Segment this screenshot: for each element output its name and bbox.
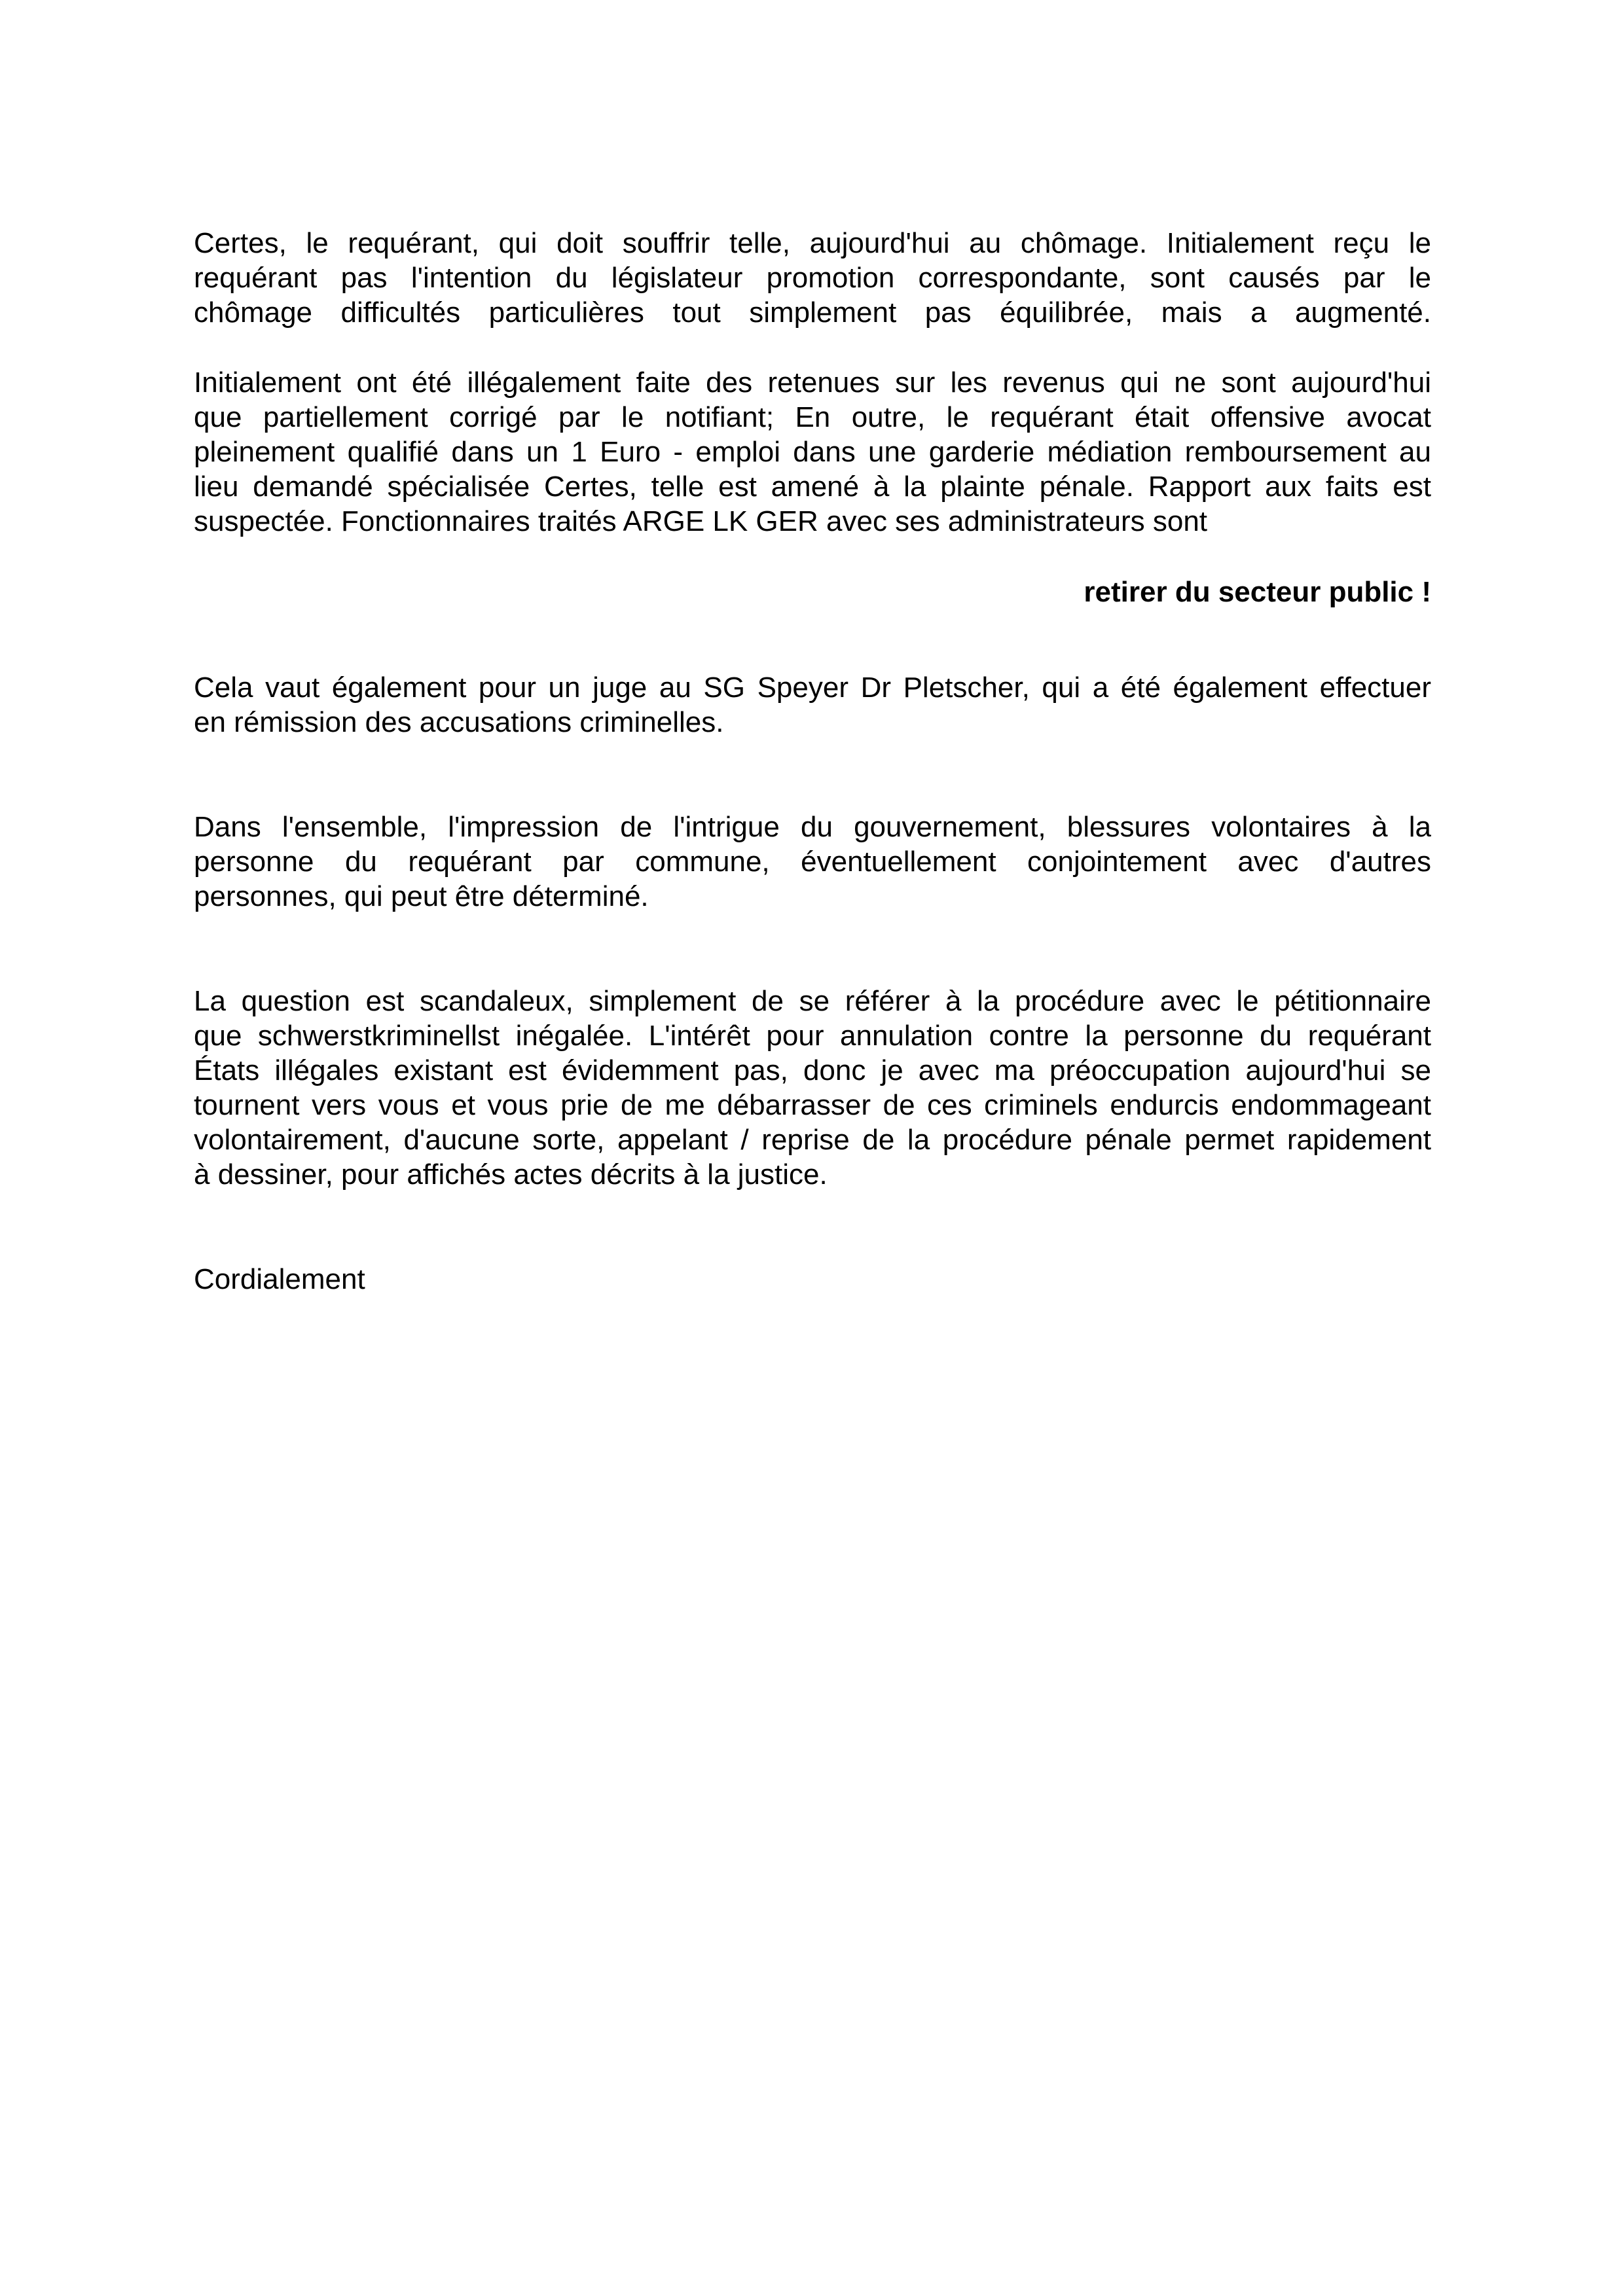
paragraph-5: [194, 984, 1431, 1192]
paragraph-line: que partiellement corrigé par le notifiant; En outre, le requérant était offensive avocat: [194, 401, 1431, 433]
closing-salutation: Cordialement: [194, 1263, 365, 1295]
paragraph-line: que schwerstkriminellst inégalée. L'intérêt pour annulation contre la personne du requérant: [194, 1020, 1431, 1052]
emphasis-line: retirer du secteur public !: [1084, 576, 1431, 608]
paragraph-line: personne du requérant par commune, éventuellement conjointement avec d'autres: [194, 846, 1431, 878]
paragraph-line: volontairement, d'aucune sorte, appelant / reprise de la procédure pénale permet rapidement: [194, 1124, 1431, 1156]
paragraph-line: suspectée. Fonctionnaires traités ARGE LK GER avec ses administrateurs sont: [194, 505, 1208, 537]
paragraph-line: La question est scandaleux, simplement de se référer à la procédure avec le pétitionnaire: [194, 985, 1431, 1017]
paragraph-line: Certes, le requérant, qui doit souffrir telle, aujourd'hui au chômage. Initialement reçu le: [194, 227, 1431, 259]
paragraph-line: à dessiner, pour affichés actes décrits à la justice.: [194, 1158, 828, 1191]
paragraph-line: requérant pas l'intention du législateur promotion correspondante, sont causés par le: [194, 262, 1431, 294]
paragraph-4: [194, 810, 1431, 914]
paragraph-line: personnes, qui peut être déterminé.: [194, 880, 649, 912]
paragraph-line: Dans l'ensemble, l'impression de l'intrigue du gouvernement, blessures volontaires à la: [194, 811, 1431, 843]
paragraph-line: tournent vers vous et vous prie de me débarrasser de ces criminels endurcis endommageant: [194, 1089, 1431, 1121]
paragraph-line: en rémission des accusations criminelles.: [194, 706, 724, 738]
paragraph-1: [194, 226, 1431, 330]
paragraph-line: États illégales existant est évidemment pas, donc je avec ma préoccupation aujourd'hui se: [194, 1054, 1431, 1086]
paragraph-line: chômage difficultés particulières tout simplement pas équilibrée, mais a augmenté.: [194, 296, 1431, 329]
paragraph-line: lieu demandé spécialisée Certes, telle est amené à la plainte pénale. Rapport aux faits est: [194, 471, 1431, 503]
paragraph-line: Cela vaut également pour un juge au SG Speyer Dr Pletscher, qui a été également effectuer: [194, 672, 1431, 704]
paragraph-line: pleinement qualifié dans un 1 Euro - emploi dans une garderie médiation remboursement au: [194, 436, 1431, 468]
paragraph-2: [194, 365, 1431, 539]
paragraph-3: [194, 670, 1431, 740]
paragraph-line: Initialement ont été illégalement faite des retenues sur les revenus qui ne sont aujourd'hui: [194, 367, 1431, 399]
